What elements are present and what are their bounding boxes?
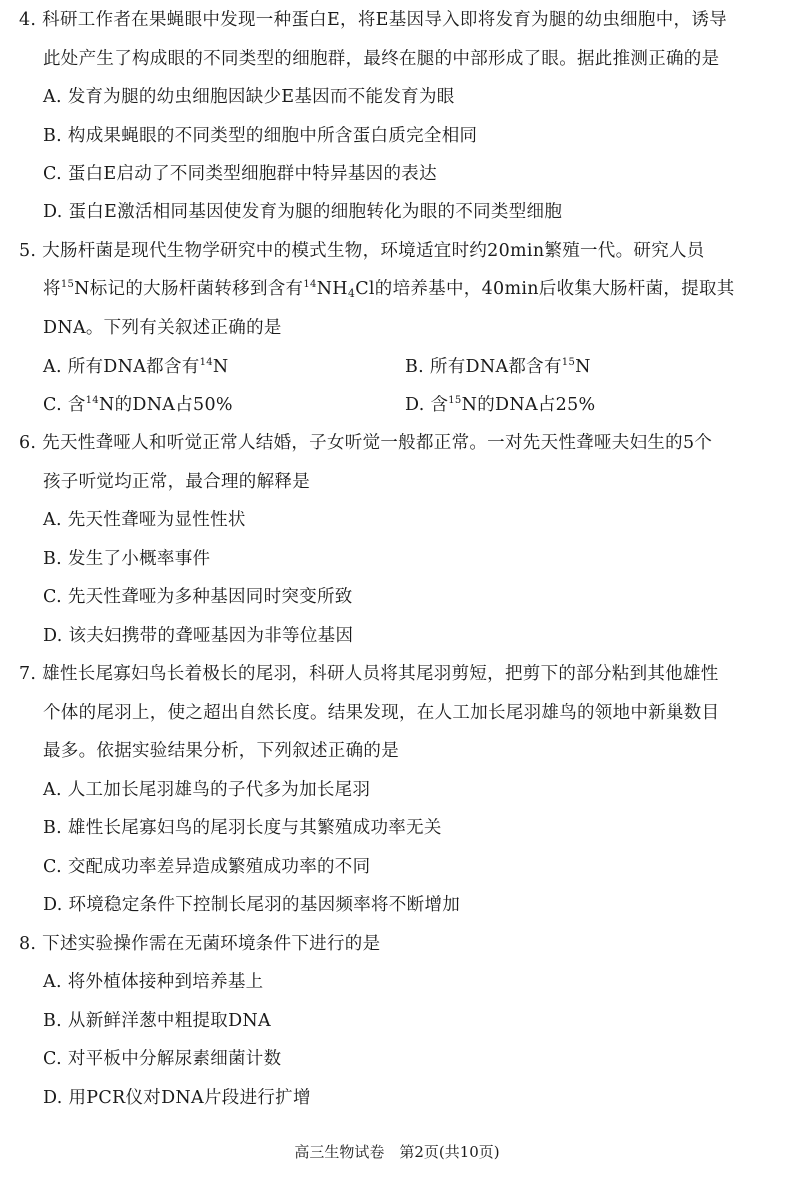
q5-stem-text-1: 大肠杆菌是现代生物学研究中的模式生物，环境适宜时约20min繁殖一代。研究人员 (42, 241, 705, 261)
q4-option-a (43, 86, 455, 108)
option-text: 对平板中分解尿素细菌计数 (67, 1049, 282, 1069)
q6-stem-text-1: 先天性聋哑人和听觉正常人结婚，子女听觉一般都正常。一对先天性聋哑夫妇生的5个 (42, 433, 713, 453)
q6-option-a (43, 509, 246, 531)
option-text: 从新鲜洋葱中粗提取DNA (67, 1011, 271, 1031)
q6-option-b (43, 548, 210, 570)
q7-stem-line-3: 最多。依据实验结果分析，下列叙述正确的是 (43, 741, 399, 761)
q7-stem-line-2: 个体的尾羽上，使之超出自然长度。结果发现，在人工加长尾羽雄鸟的领地中新巢数目 (43, 703, 720, 723)
page-footer: 高三生物试卷 第2页(共10页) (294, 1143, 500, 1161)
option-letter: A. (43, 87, 62, 107)
q8-option-c (43, 1048, 281, 1070)
option-text: 人工加长尾羽雄鸟的子代多为加长尾羽 (67, 780, 371, 800)
q7-option-d (43, 894, 460, 916)
option-text: 将外植体接种到培养基上 (67, 972, 264, 992)
q7-option-a (43, 779, 370, 801)
q6-stem-line-1 (19, 432, 712, 454)
q5-stem-line-2: 将$^{15}$N标记的大肠杆菌转移到含有$^{14}NH_4Cl$的培养基中，40min后收集大肠杆菌，提取其 (43, 279, 735, 300)
option-text: 含$^{15}$N的DNA占25% (430, 395, 596, 415)
q4-option-b (43, 125, 477, 147)
option-letter: D. (405, 395, 425, 415)
option-letter: B. (43, 126, 63, 146)
q8-option-d (43, 1087, 311, 1109)
q7-number: 7. (19, 664, 37, 684)
option-text: 交配成功率差异造成繁殖成功率的不同 (67, 857, 371, 877)
q7-option-c (43, 856, 370, 878)
option-text: 先天性聋哑为多种基因同时突变所致 (67, 587, 353, 607)
q5-option-d (405, 394, 595, 416)
option-letter: C. (43, 857, 62, 877)
q5-option-a (43, 356, 229, 378)
q4-stem-line-1 (19, 9, 727, 31)
option-letter: A. (43, 510, 62, 530)
q5-number: 5. (19, 241, 37, 261)
q6-option-d (43, 625, 353, 647)
q7-stem-text-1: 雄性长尾寡妇鸟长着极长的尾羽，科研人员将其尾羽剪短，把剪下的部分粘到其他雄性 (42, 664, 719, 684)
q8-number: 8. (19, 934, 37, 954)
option-text: 用PCR仪对DNA片段进行扩增 (68, 1088, 311, 1108)
option-letter: A. (43, 357, 62, 377)
option-letter: D. (43, 202, 63, 222)
option-text: 所有DNA都含有$^{15}$N (429, 357, 591, 377)
option-text: 构成果蝇眼的不同类型的细胞中所含蛋白质完全相同 (67, 126, 478, 146)
option-letter: D. (43, 895, 63, 915)
option-text: 发生了小概率事件 (67, 549, 211, 569)
option-text: 先天性聋哑为显性性状 (67, 510, 246, 530)
q4-option-c (43, 163, 437, 185)
option-text: 发育为腿的幼虫细胞因缺少E基因而不能发育为眼 (67, 87, 455, 107)
q4-option-d (43, 201, 562, 223)
q7-stem-line-1 (19, 663, 719, 685)
option-letter: C. (43, 164, 62, 184)
option-letter: B. (405, 357, 425, 377)
q8-stem-text-1: 下述实验操作需在无菌环境条件下进行的是 (42, 934, 381, 954)
q6-stem-line-2: 孩子听觉均正常，最合理的解释是 (43, 472, 310, 492)
option-letter: B. (43, 1011, 63, 1031)
q5-stem-line-3: DNA。下列有关叙述正确的是 (43, 318, 282, 338)
option-letter: A. (43, 780, 62, 800)
option-letter: C. (43, 1049, 62, 1069)
option-text: 含$^{14}$N的DNA占50% (67, 395, 233, 415)
q5-option-b (405, 356, 591, 378)
q4-stem-line-2: 此处产生了构成眼的不同类型的细胞群，最终在腿的中部形成了眼。据此推测正确的是 (43, 49, 720, 69)
option-text: 雄性长尾寡妇鸟的尾羽长度与其繁殖成功率无关 (67, 818, 442, 838)
option-letter: B. (43, 549, 63, 569)
option-text: 蛋白E激活相同基因使发育为腿的细胞转化为眼的不同类型细胞 (68, 202, 563, 222)
option-letter: C. (43, 587, 62, 607)
option-letter: D. (43, 1088, 63, 1108)
option-text: 所有DNA都含有$^{14}$N (67, 357, 229, 377)
q5-option-c (43, 394, 233, 416)
option-letter: D. (43, 626, 63, 646)
q5-stem-line-1 (19, 240, 705, 262)
option-letter: A. (43, 972, 62, 992)
option-letter: C. (43, 395, 62, 415)
q8-stem-line-1 (19, 933, 380, 955)
q6-number: 6. (19, 433, 37, 453)
option-text: 蛋白E启动了不同类型细胞群中特异基因的表达 (67, 164, 437, 184)
option-letter: B. (43, 818, 63, 838)
q6-option-c (43, 586, 353, 608)
q4-number: 4. (19, 10, 37, 30)
q4-stem-text-1: 科研工作者在果蝇眼中发现一种蛋白E，将E基因导入即将发育为腿的幼虫细胞中，诱导 (42, 10, 727, 30)
q7-option-b (43, 817, 442, 839)
q8-option-a (43, 971, 264, 993)
option-text: 环境稳定条件下控制长尾羽的基因频率将不断增加 (68, 895, 461, 915)
q8-option-b (43, 1010, 271, 1032)
option-text: 该夫妇携带的聋哑基因为非等位基因 (68, 626, 354, 646)
